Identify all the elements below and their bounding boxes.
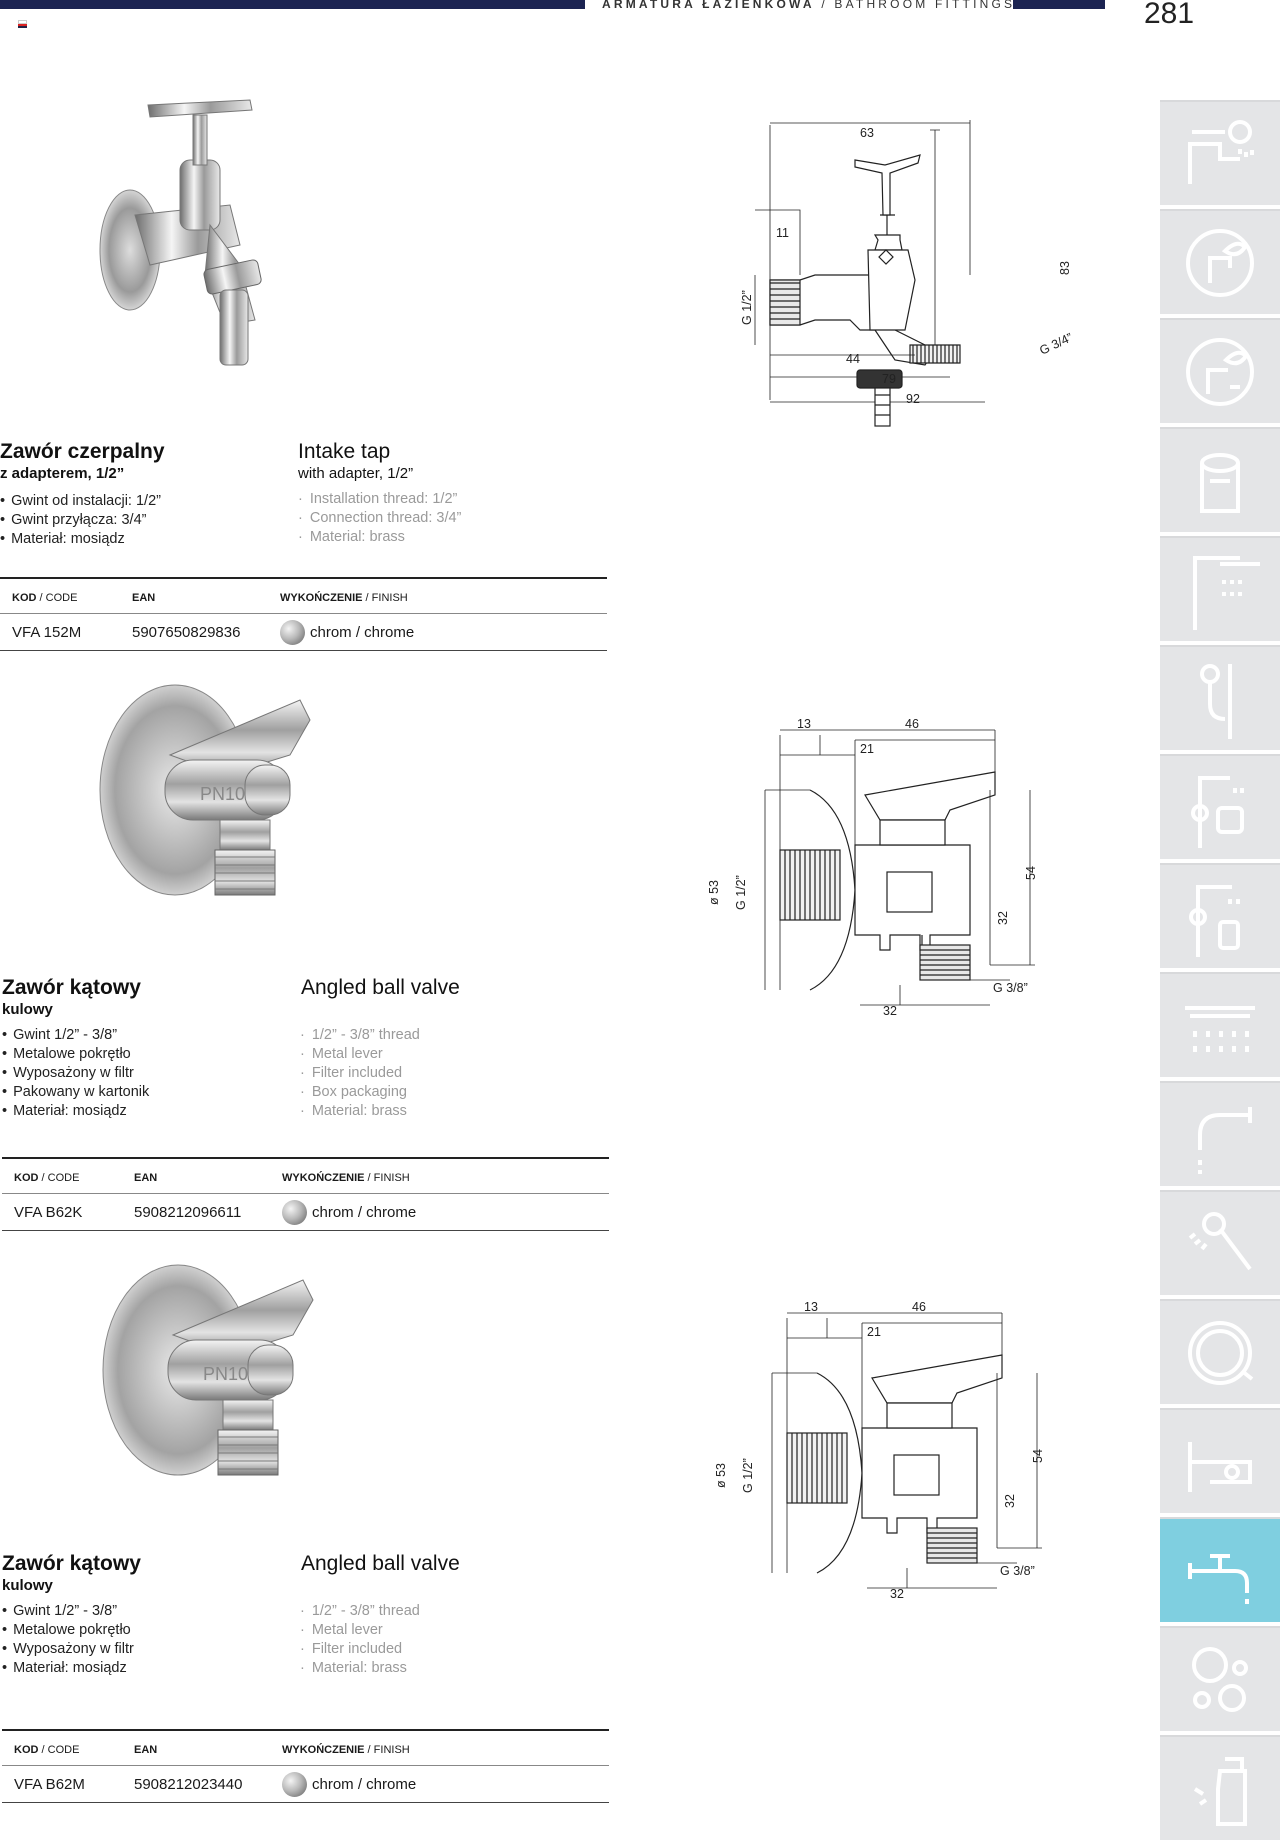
list-item: · Filter included [300, 1064, 420, 1083]
product-photo-angled-valve [75, 675, 365, 960]
list-item: · Connection thread: 3/4” [298, 509, 461, 528]
shower-set-icon[interactable] [1160, 754, 1280, 859]
product-finish: chrom / chrome [312, 1776, 417, 1793]
page-number: 281 [1144, 0, 1195, 30]
chrome-swatch [282, 1200, 307, 1225]
product-name-en: Angled ball valve [301, 1552, 460, 1575]
dim-g12: G 1/2” [741, 1458, 755, 1493]
product-ean: 5907650829836 [132, 624, 241, 641]
dim-32-vertical: 32 [1003, 1494, 1017, 1508]
table-header: KOD / CODE EAN WYKOŃCZENIE / FINISH [0, 579, 607, 614]
shelf-icon[interactable] [1160, 1408, 1280, 1513]
svg-text:PN10: PN10 [203, 1364, 249, 1384]
product-code: VFA B62K [14, 1204, 83, 1221]
dim-32-horizontal: 32 [890, 1587, 904, 1601]
table-row [2, 1766, 609, 1802]
product-photo-intake-tap [80, 85, 320, 375]
list-item: · Material: brass [298, 528, 461, 547]
spout-icon[interactable] [1160, 1081, 1280, 1186]
list-item: • Gwint od instalacji: 1/2” [0, 492, 161, 511]
feature-list-en [300, 1602, 420, 1678]
table-header: KOD / CODE EAN WYKOŃCZENIE / FINISH [2, 1731, 609, 1766]
dim-g34: G 3/4” [1037, 330, 1075, 358]
dim-g38: G 3/8” [993, 981, 1028, 995]
product-finish: chrom / chrome [312, 1204, 417, 1221]
technical-drawing-angled-valve [697, 1293, 1097, 1613]
list-item: · Metal lever [300, 1621, 420, 1640]
list-item: · Metal lever [300, 1045, 420, 1064]
list-item: • Gwint 1/2” - 3/8” [2, 1026, 149, 1045]
list-item: • Metalowe pokrętło [2, 1045, 149, 1064]
table-row [2, 1194, 609, 1230]
dim-63: 63 [860, 126, 874, 140]
valve-tap-icon[interactable] [1160, 1517, 1280, 1622]
technical-drawing-angled-valve [690, 710, 1090, 1030]
dim-46: 46 [912, 1300, 926, 1314]
dim-g12: G 1/2” [740, 290, 754, 325]
code-table [2, 1729, 609, 1803]
list-item: • Materiał: mosiądz [0, 530, 161, 549]
dim-92: 92 [906, 392, 920, 406]
hose-icon[interactable] [1160, 1299, 1280, 1404]
basin-tap-icon[interactable] [1160, 100, 1280, 205]
flag-icon [18, 20, 27, 27]
dim-21: 21 [860, 742, 874, 756]
shower-head-icon[interactable] [1160, 536, 1280, 641]
dim-g38: G 3/8” [1000, 1564, 1035, 1578]
product-name-pl: Zawór czerpalny [0, 440, 165, 463]
list-item: · 1/2” - 3/8” thread [300, 1602, 420, 1621]
feature-list-pl [0, 492, 161, 549]
dim-21: 21 [867, 1325, 881, 1339]
list-item: · Material: brass [300, 1102, 420, 1121]
dim-46: 46 [905, 717, 919, 731]
feature-list-pl [2, 1602, 134, 1678]
dim-g12: G 1/2” [734, 875, 748, 910]
header-bar-left [0, 0, 585, 9]
product-name-pl: Zawór kątowy [2, 1552, 141, 1575]
dim-13: 13 [804, 1300, 818, 1314]
accessories-icon[interactable] [1160, 1626, 1280, 1731]
list-item: • Gwint przyłącza: 3/4” [0, 511, 161, 530]
list-item: · Installation thread: 1/2” [298, 490, 461, 509]
list-item: • Metalowe pokrętło [2, 1621, 134, 1640]
list-item: · Filter included [300, 1640, 420, 1659]
section-title: ARMATURA ŁAZIENKOWA / BATHROOM FITTINGS [602, 0, 1016, 11]
product-name-en: Intake tap [298, 440, 391, 463]
product-code: VFA B62M [14, 1776, 85, 1793]
list-item: • Wyposażony w filtr [2, 1064, 149, 1083]
eco-tap-icon[interactable] [1160, 209, 1280, 314]
eco-tap-2-icon[interactable] [1160, 318, 1280, 423]
dim-54: 54 [1024, 866, 1038, 880]
product-subtitle-pl: z adapterem, 1/2” [0, 465, 125, 482]
list-item: · Material: brass [300, 1659, 420, 1678]
dim-13: 13 [797, 717, 811, 731]
product-ean: 5908212023440 [134, 1776, 243, 1793]
list-item: • Materiał: mosiądz [2, 1102, 149, 1121]
list-item: • Wyposażony w filtr [2, 1640, 134, 1659]
dim-44: 44 [846, 352, 860, 366]
list-item: • Materiał: mosiądz [2, 1659, 134, 1678]
category-sidebar [1160, 100, 1280, 1844]
product-subtitle-pl: kulowy [2, 1577, 53, 1594]
rain-shower-icon[interactable] [1160, 972, 1280, 1077]
list-item: • Gwint 1/2” - 3/8” [2, 1602, 134, 1621]
table-row [0, 614, 607, 650]
product-ean: 5908212096611 [134, 1204, 242, 1221]
cleaning-spray-icon[interactable] [1160, 1735, 1280, 1840]
dim-32-vertical: 32 [996, 911, 1010, 925]
dim-54: 54 [1031, 1449, 1045, 1463]
dim-d53: ø 53 [707, 879, 721, 905]
code-table [0, 577, 607, 651]
code-table [2, 1157, 609, 1231]
dim-11: 11 [776, 226, 789, 240]
product-subtitle-pl: kulowy [2, 1001, 53, 1018]
product-photo-angled-valve [78, 1255, 368, 1540]
chrome-swatch [282, 1772, 307, 1797]
product-name-en: Angled ball valve [301, 976, 460, 999]
product-name-pl: Zawór kątowy [2, 976, 141, 999]
svg-text:PN10: PN10 [200, 784, 246, 804]
feature-list-en [298, 490, 461, 547]
feature-list-en [300, 1026, 420, 1121]
hand-shower-icon[interactable] [1160, 645, 1280, 750]
hand-shower-spray-icon[interactable] [1160, 1190, 1280, 1295]
list-item: · Box packaging [300, 1083, 420, 1102]
cup-icon[interactable] [1160, 427, 1280, 532]
dim-79: 79 [882, 372, 896, 386]
product-subtitle-en: with adapter, 1/2” [298, 465, 414, 482]
dim-32-horizontal: 32 [883, 1004, 897, 1018]
dim-83: 83 [1058, 261, 1072, 275]
shower-set-2-icon[interactable] [1160, 863, 1280, 968]
feature-list-pl [2, 1026, 149, 1121]
dim-d53: ø 53 [714, 1462, 728, 1488]
product-code: VFA 152M [12, 624, 82, 641]
technical-drawing-intake-tap [720, 115, 1100, 505]
list-item: • Pakowany w kartonik [2, 1083, 149, 1102]
chrome-swatch [280, 620, 305, 645]
product-finish: chrom / chrome [310, 624, 415, 641]
table-header: KOD / CODE EAN WYKOŃCZENIE / FINISH [2, 1159, 609, 1194]
header-bar-right [1013, 0, 1105, 9]
list-item: · 1/2” - 3/8” thread [300, 1026, 420, 1045]
